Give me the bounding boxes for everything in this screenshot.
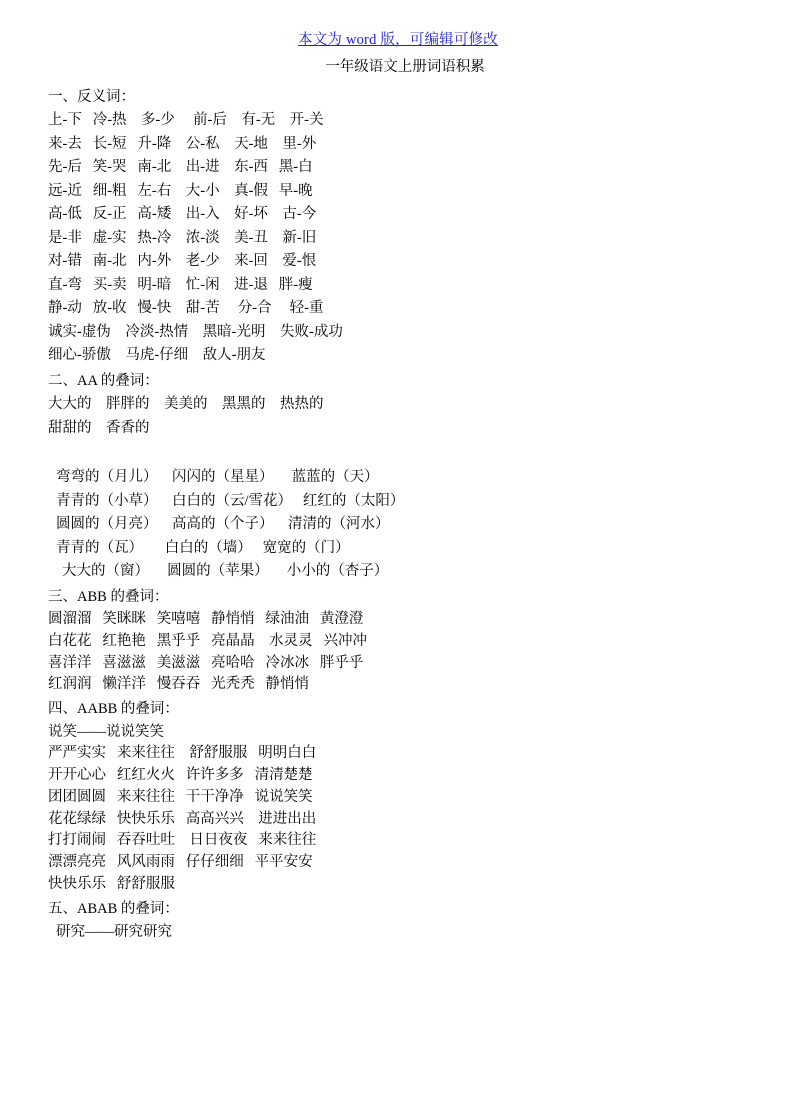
blank-spacer: [48, 440, 748, 466]
section-body-aa: [48, 393, 748, 440]
word-line: 团团圆圆 来来往往 干干净净 说说笑笑: [48, 788, 313, 805]
word-line: 对-错 南-北 内-外 老-少 来-回 爱-恨: [48, 253, 317, 270]
section-body-antonyms: [48, 109, 748, 367]
word-line: 喜洋洋 喜滋滋 美滋滋 亮哈哈 冷冰冰 胖乎乎: [48, 654, 364, 671]
section-body-abab: [48, 921, 748, 944]
word-line: 说笑——说说笑笑: [48, 723, 164, 740]
word-line: 上-下 冷-热 多-少 前-后 有-无 开-关: [48, 112, 324, 129]
word-line: 静-动 放-收 慢-快 甜-苦 分-合 轻-重: [48, 300, 324, 317]
word-line: 严严实实 来来往往 舒舒服服 明明白白: [48, 745, 317, 762]
word-line: 花花绿绿 快快乐乐 高高兴兴 进进出出: [48, 810, 317, 827]
section-heading-aa: 二、AA 的叠词：: [48, 372, 159, 389]
word-line: 青青的（小草） 白白的（云/雪花） 红红的（太阳）: [56, 492, 405, 509]
section-heading-abb: 三、ABB 的叠词：: [48, 588, 169, 605]
word-line: 研究——研究研究: [56, 924, 172, 941]
section-body-aa-noun-pairs: [48, 466, 748, 583]
word-line: 远-近 细-粗 左-右 大-小 真-假 早-晚: [48, 182, 313, 199]
word-line: 开开心心 红红火火 许许多多 清清楚楚: [48, 767, 313, 784]
word-line: 诚实-虚伪 冷淡-热情 黑暗-光明 失败-成功: [48, 323, 343, 340]
section-body-aabb: [48, 722, 748, 896]
document-content: [48, 28, 748, 945]
word-line: 弯弯的（月儿） 闪闪的（星星） 蓝蓝的（天）: [56, 469, 379, 486]
word-line: 漂漂亮亮 风风雨雨 仔仔细细 平平安安: [48, 854, 313, 871]
word-line: 白花花 红艳艳 黑乎乎 亮晶晶 水灵灵 兴冲冲: [48, 632, 367, 649]
section-body-abb: [48, 609, 748, 696]
editable-word-banner: [48, 28, 748, 49]
word-line: 圆圆的（月亮） 高高的（个子） 清清的（河水）: [56, 516, 390, 533]
word-line: 红润润 懒洋洋 慢吞吞 光秃秃 静悄悄: [48, 676, 309, 693]
word-line: 圆溜溜 笑眯眯 笑嘻嘻 静悄悄 绿油油 黄澄澄: [48, 611, 364, 628]
word-line: 大大的（窗） 圆圆的（苹果） 小小的（杏子）: [62, 563, 389, 580]
word-line: 来-去 长-短 升-降 公-私 天-地 里-外: [48, 135, 317, 152]
page-title: 一年级语文上册词语积累: [325, 59, 485, 75]
section-heading-antonyms: 一、反义词：: [48, 89, 135, 105]
word-line: 青青的（瓦） 白白的（墙） 宽宽的（门）: [56, 539, 350, 556]
word-line: 是-非 虚-实 热-冷 浓-淡 美-丑 新-旧: [48, 229, 317, 246]
word-line: 大大的 胖胖的 美美的 黑黑的 热热的: [48, 396, 324, 413]
banner-text: 本文为 word 版，可编辑可修改: [298, 32, 498, 48]
word-line: 快快乐乐 舒舒服服: [48, 875, 175, 892]
word-line: 直-弯 买-卖 明-暗 忙-闲 进-退 胖-瘦: [48, 276, 313, 293]
section-heading-abab: 五、ABAB 的叠词：: [48, 900, 179, 917]
word-line: 高-低 反-正 高-矮 出-入 好-坏 古-今: [48, 206, 317, 223]
word-line: 细心-骄傲 马虎-仔细 敌人-朋友: [48, 347, 266, 364]
word-line: 打打闹闹 吞吞吐吐 日日夜夜 来来往往: [48, 832, 317, 849]
word-line: 先-后 笑-哭 南-北 出-进 东-西 黑-白: [48, 159, 313, 176]
word-line: 甜甜的 香香的: [48, 419, 150, 436]
section-heading-aabb: 四、AABB 的叠词：: [48, 701, 179, 718]
